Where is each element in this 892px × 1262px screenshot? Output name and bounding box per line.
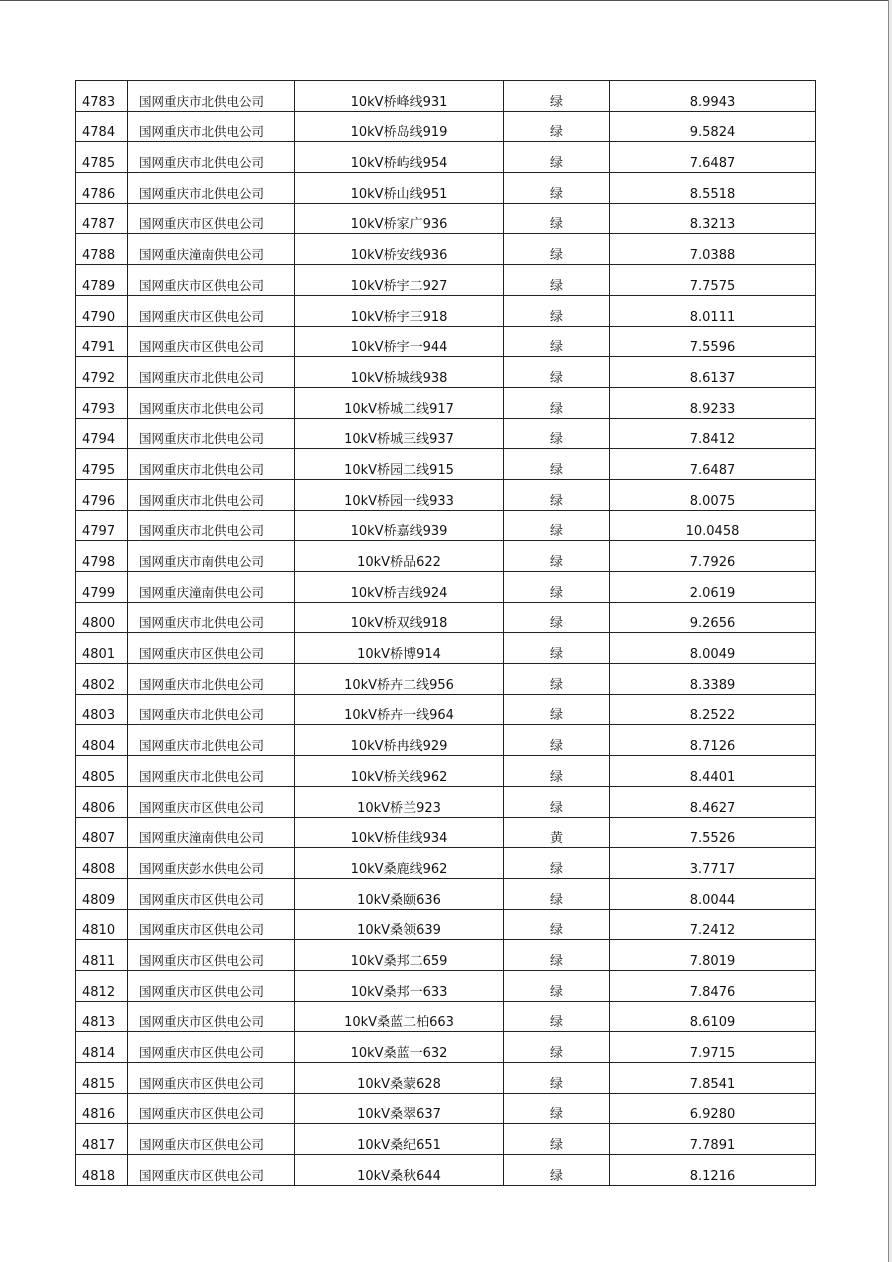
value-cell: 7.7926 [610,541,816,572]
line-name-cell: 10kV桥博914 [295,633,504,664]
row-number-cell: 4787 [76,203,128,234]
company-cell: 国网重庆市北供电公司 [128,173,295,204]
value-cell: 8.4627 [610,786,816,817]
table-row [76,970,816,1001]
value-cell: 9.2656 [610,602,816,633]
line-name-cell: 10kV桑蓝二柏663 [295,1001,504,1032]
line-name-cell: 10kV桑鹿线962 [295,848,504,879]
value-cell: 7.8412 [610,418,816,449]
table-row [76,940,816,971]
line-name-cell: 10kV桥品622 [295,541,504,572]
status-cell: 绿 [504,940,610,971]
table-row [76,357,816,388]
line-name-cell: 10kV桥卉一线964 [295,694,504,725]
status-cell: 绿 [504,1032,610,1063]
table-row [76,848,816,879]
status-cell: 绿 [504,357,610,388]
table-row [76,878,816,909]
value-cell: 7.7891 [610,1124,816,1155]
status-cell: 绿 [504,1124,610,1155]
value-cell: 8.3213 [610,203,816,234]
line-name-cell: 10kV桥峰线931 [295,81,504,112]
company-cell: 国网重庆市区供电公司 [128,786,295,817]
status-cell: 绿 [504,572,610,603]
company-cell: 国网重庆市北供电公司 [128,602,295,633]
row-number-cell: 4799 [76,572,128,603]
value-cell: 7.9715 [610,1032,816,1063]
company-cell: 国网重庆市北供电公司 [128,725,295,756]
table-row [76,81,816,112]
line-name-cell: 10kV桑领639 [295,909,504,940]
line-name-cell: 10kV桥卉二线956 [295,664,504,695]
status-cell: 绿 [504,479,610,510]
line-name-cell: 10kV桑邦二659 [295,940,504,971]
value-cell: 3.7717 [610,848,816,879]
table-row [76,1093,816,1124]
row-number-cell: 4811 [76,940,128,971]
line-name-cell: 10kV桥城二线917 [295,387,504,418]
table-row [76,326,816,357]
status-cell: 绿 [504,1093,610,1124]
table-row [76,387,816,418]
value-cell: 7.6487 [610,449,816,480]
company-cell: 国网重庆市北供电公司 [128,449,295,480]
company-cell: 国网重庆市区供电公司 [128,295,295,326]
value-cell: 7.5526 [610,817,816,848]
line-name-cell: 10kV桥嘉线939 [295,510,504,541]
line-name-cell: 10kV桥安线936 [295,234,504,265]
company-cell: 国网重庆市区供电公司 [128,203,295,234]
table-row [76,510,816,541]
company-cell: 国网重庆市北供电公司 [128,510,295,541]
status-cell: 绿 [504,664,610,695]
table-row [76,756,816,787]
status-cell: 绿 [504,1063,610,1094]
value-cell: 7.0388 [610,234,816,265]
line-name-cell: 10kV桥宇二927 [295,265,504,296]
table-row [76,479,816,510]
table-body [76,81,816,1186]
company-cell: 国网重庆市区供电公司 [128,633,295,664]
value-cell: 7.8541 [610,1063,816,1094]
table-row [76,725,816,756]
line-name-cell: 10kV桑蒙628 [295,1063,504,1094]
table-row [76,664,816,695]
row-number-cell: 4796 [76,479,128,510]
table-row [76,418,816,449]
status-cell: 绿 [504,173,610,204]
table-row [76,909,816,940]
value-cell: 7.5596 [610,326,816,357]
line-name-cell: 10kV桥佳线934 [295,817,504,848]
row-number-cell: 4785 [76,142,128,173]
value-cell: 8.0075 [610,479,816,510]
table-row [76,142,816,173]
company-cell: 国网重庆市北供电公司 [128,479,295,510]
company-cell: 国网重庆市区供电公司 [128,970,295,1001]
table-row [76,633,816,664]
row-number-cell: 4817 [76,1124,128,1155]
row-number-cell: 4794 [76,418,128,449]
table-row [76,602,816,633]
line-name-cell: 10kV桥城线938 [295,357,504,388]
table-row [76,449,816,480]
value-cell: 8.0044 [610,878,816,909]
status-cell: 绿 [504,265,610,296]
status-cell: 绿 [504,694,610,725]
value-cell: 8.5518 [610,173,816,204]
status-cell: 绿 [504,878,610,909]
data-table [75,80,816,1186]
status-cell: 绿 [504,633,610,664]
table-row [76,1001,816,1032]
company-cell: 国网重庆市北供电公司 [128,694,295,725]
value-cell: 8.1216 [610,1155,816,1186]
line-name-cell: 10kV桑翠637 [295,1093,504,1124]
value-cell: 8.0111 [610,295,816,326]
status-cell: 绿 [504,602,610,633]
line-name-cell: 10kV桥园二线915 [295,449,504,480]
line-name-cell: 10kV桥双线918 [295,602,504,633]
row-number-cell: 4813 [76,1001,128,1032]
company-cell: 国网重庆市区供电公司 [128,878,295,909]
company-cell: 国网重庆市区供电公司 [128,1093,295,1124]
line-name-cell: 10kV桑邦一633 [295,970,504,1001]
value-cell: 8.9943 [610,81,816,112]
company-cell: 国网重庆市区供电公司 [128,1155,295,1186]
company-cell: 国网重庆市北供电公司 [128,756,295,787]
line-name-cell: 10kV桥岛线919 [295,111,504,142]
row-number-cell: 4808 [76,848,128,879]
status-cell: 绿 [504,510,610,541]
row-number-cell: 4800 [76,602,128,633]
row-number-cell: 4788 [76,234,128,265]
status-cell: 绿 [504,1001,610,1032]
company-cell: 国网重庆潼南供电公司 [128,817,295,848]
status-cell: 绿 [504,81,610,112]
line-name-cell: 10kV桥宇一944 [295,326,504,357]
row-number-cell: 4798 [76,541,128,572]
line-name-cell: 10kV桥吉线924 [295,572,504,603]
row-number-cell: 4818 [76,1155,128,1186]
value-cell: 8.0049 [610,633,816,664]
row-number-cell: 4814 [76,1032,128,1063]
table-row [76,234,816,265]
line-name-cell: 10kV桥家广936 [295,203,504,234]
company-cell: 国网重庆市区供电公司 [128,1124,295,1155]
table-row [76,817,816,848]
line-name-cell: 10kV桑纪651 [295,1124,504,1155]
table-row [76,786,816,817]
status-cell: 绿 [504,326,610,357]
line-name-cell: 10kV桥冉线929 [295,725,504,756]
company-cell: 国网重庆彭水供电公司 [128,848,295,879]
value-cell: 8.6137 [610,357,816,388]
row-number-cell: 4795 [76,449,128,480]
company-cell: 国网重庆市北供电公司 [128,664,295,695]
row-number-cell: 4815 [76,1063,128,1094]
company-cell: 国网重庆市区供电公司 [128,1032,295,1063]
value-cell: 7.8476 [610,970,816,1001]
company-cell: 国网重庆市区供电公司 [128,1001,295,1032]
line-name-cell: 10kV桥宇三918 [295,295,504,326]
row-number-cell: 4804 [76,725,128,756]
company-cell: 国网重庆市北供电公司 [128,142,295,173]
row-number-cell: 4797 [76,510,128,541]
status-cell: 绿 [504,541,610,572]
table-row [76,1155,816,1186]
line-name-cell: 10kV桥园一线933 [295,479,504,510]
status-cell: 绿 [504,234,610,265]
status-cell: 绿 [504,848,610,879]
company-cell: 国网重庆潼南供电公司 [128,234,295,265]
row-number-cell: 4810 [76,909,128,940]
table-row [76,203,816,234]
status-cell: 绿 [504,203,610,234]
line-name-cell: 10kV桑颐636 [295,878,504,909]
table-row [76,111,816,142]
page-top-edge [0,0,892,1]
table-row [76,572,816,603]
line-name-cell: 10kV桥关线962 [295,756,504,787]
value-cell: 7.8019 [610,940,816,971]
company-cell: 国网重庆市北供电公司 [128,387,295,418]
row-number-cell: 4816 [76,1093,128,1124]
line-name-cell: 10kV桥山线951 [295,173,504,204]
status-cell: 绿 [504,142,610,173]
status-cell: 绿 [504,970,610,1001]
line-name-cell: 10kV桥屿线954 [295,142,504,173]
table-row [76,173,816,204]
company-cell: 国网重庆市北供电公司 [128,357,295,388]
table-row [76,1032,816,1063]
value-cell: 9.5824 [610,111,816,142]
status-cell: 黄 [504,817,610,848]
table-row [76,1063,816,1094]
company-cell: 国网重庆市区供电公司 [128,909,295,940]
status-cell: 绿 [504,418,610,449]
row-number-cell: 4789 [76,265,128,296]
row-number-cell: 4803 [76,694,128,725]
row-number-cell: 4802 [76,664,128,695]
row-number-cell: 4790 [76,295,128,326]
row-number-cell: 4783 [76,81,128,112]
status-cell: 绿 [504,1155,610,1186]
status-cell: 绿 [504,725,610,756]
status-cell: 绿 [504,111,610,142]
table-row [76,295,816,326]
status-cell: 绿 [504,786,610,817]
value-cell: 8.3389 [610,664,816,695]
page-right-edge [888,0,892,1262]
value-cell: 6.9280 [610,1093,816,1124]
company-cell: 国网重庆市区供电公司 [128,1063,295,1094]
row-number-cell: 4791 [76,326,128,357]
company-cell: 国网重庆市北供电公司 [128,111,295,142]
table-row [76,1124,816,1155]
row-number-cell: 4786 [76,173,128,204]
table-row [76,541,816,572]
value-cell: 8.6109 [610,1001,816,1032]
row-number-cell: 4812 [76,970,128,1001]
row-number-cell: 4809 [76,878,128,909]
status-cell: 绿 [504,449,610,480]
line-name-cell: 10kV桑蓝一632 [295,1032,504,1063]
row-number-cell: 4805 [76,756,128,787]
status-cell: 绿 [504,295,610,326]
value-cell: 8.2522 [610,694,816,725]
value-cell: 7.2412 [610,909,816,940]
status-cell: 绿 [504,756,610,787]
company-cell: 国网重庆市北供电公司 [128,418,295,449]
value-cell: 8.7126 [610,725,816,756]
line-name-cell: 10kV桑秋644 [295,1155,504,1186]
value-cell: 7.6487 [610,142,816,173]
company-cell: 国网重庆市区供电公司 [128,326,295,357]
company-cell: 国网重庆市北供电公司 [128,81,295,112]
row-number-cell: 4793 [76,387,128,418]
row-number-cell: 4806 [76,786,128,817]
table-row [76,265,816,296]
value-cell: 8.4401 [610,756,816,787]
value-cell: 7.7575 [610,265,816,296]
line-name-cell: 10kV桥兰923 [295,786,504,817]
row-number-cell: 4807 [76,817,128,848]
company-cell: 国网重庆市南供电公司 [128,541,295,572]
row-number-cell: 4784 [76,111,128,142]
value-cell: 10.0458 [610,510,816,541]
table-row [76,694,816,725]
row-number-cell: 4801 [76,633,128,664]
company-cell: 国网重庆潼南供电公司 [128,572,295,603]
company-cell: 国网重庆市区供电公司 [128,940,295,971]
value-cell: 2.0619 [610,572,816,603]
line-name-cell: 10kV桥城三线937 [295,418,504,449]
value-cell: 8.9233 [610,387,816,418]
status-cell: 绿 [504,387,610,418]
company-cell: 国网重庆市区供电公司 [128,265,295,296]
row-number-cell: 4792 [76,357,128,388]
status-cell: 绿 [504,909,610,940]
